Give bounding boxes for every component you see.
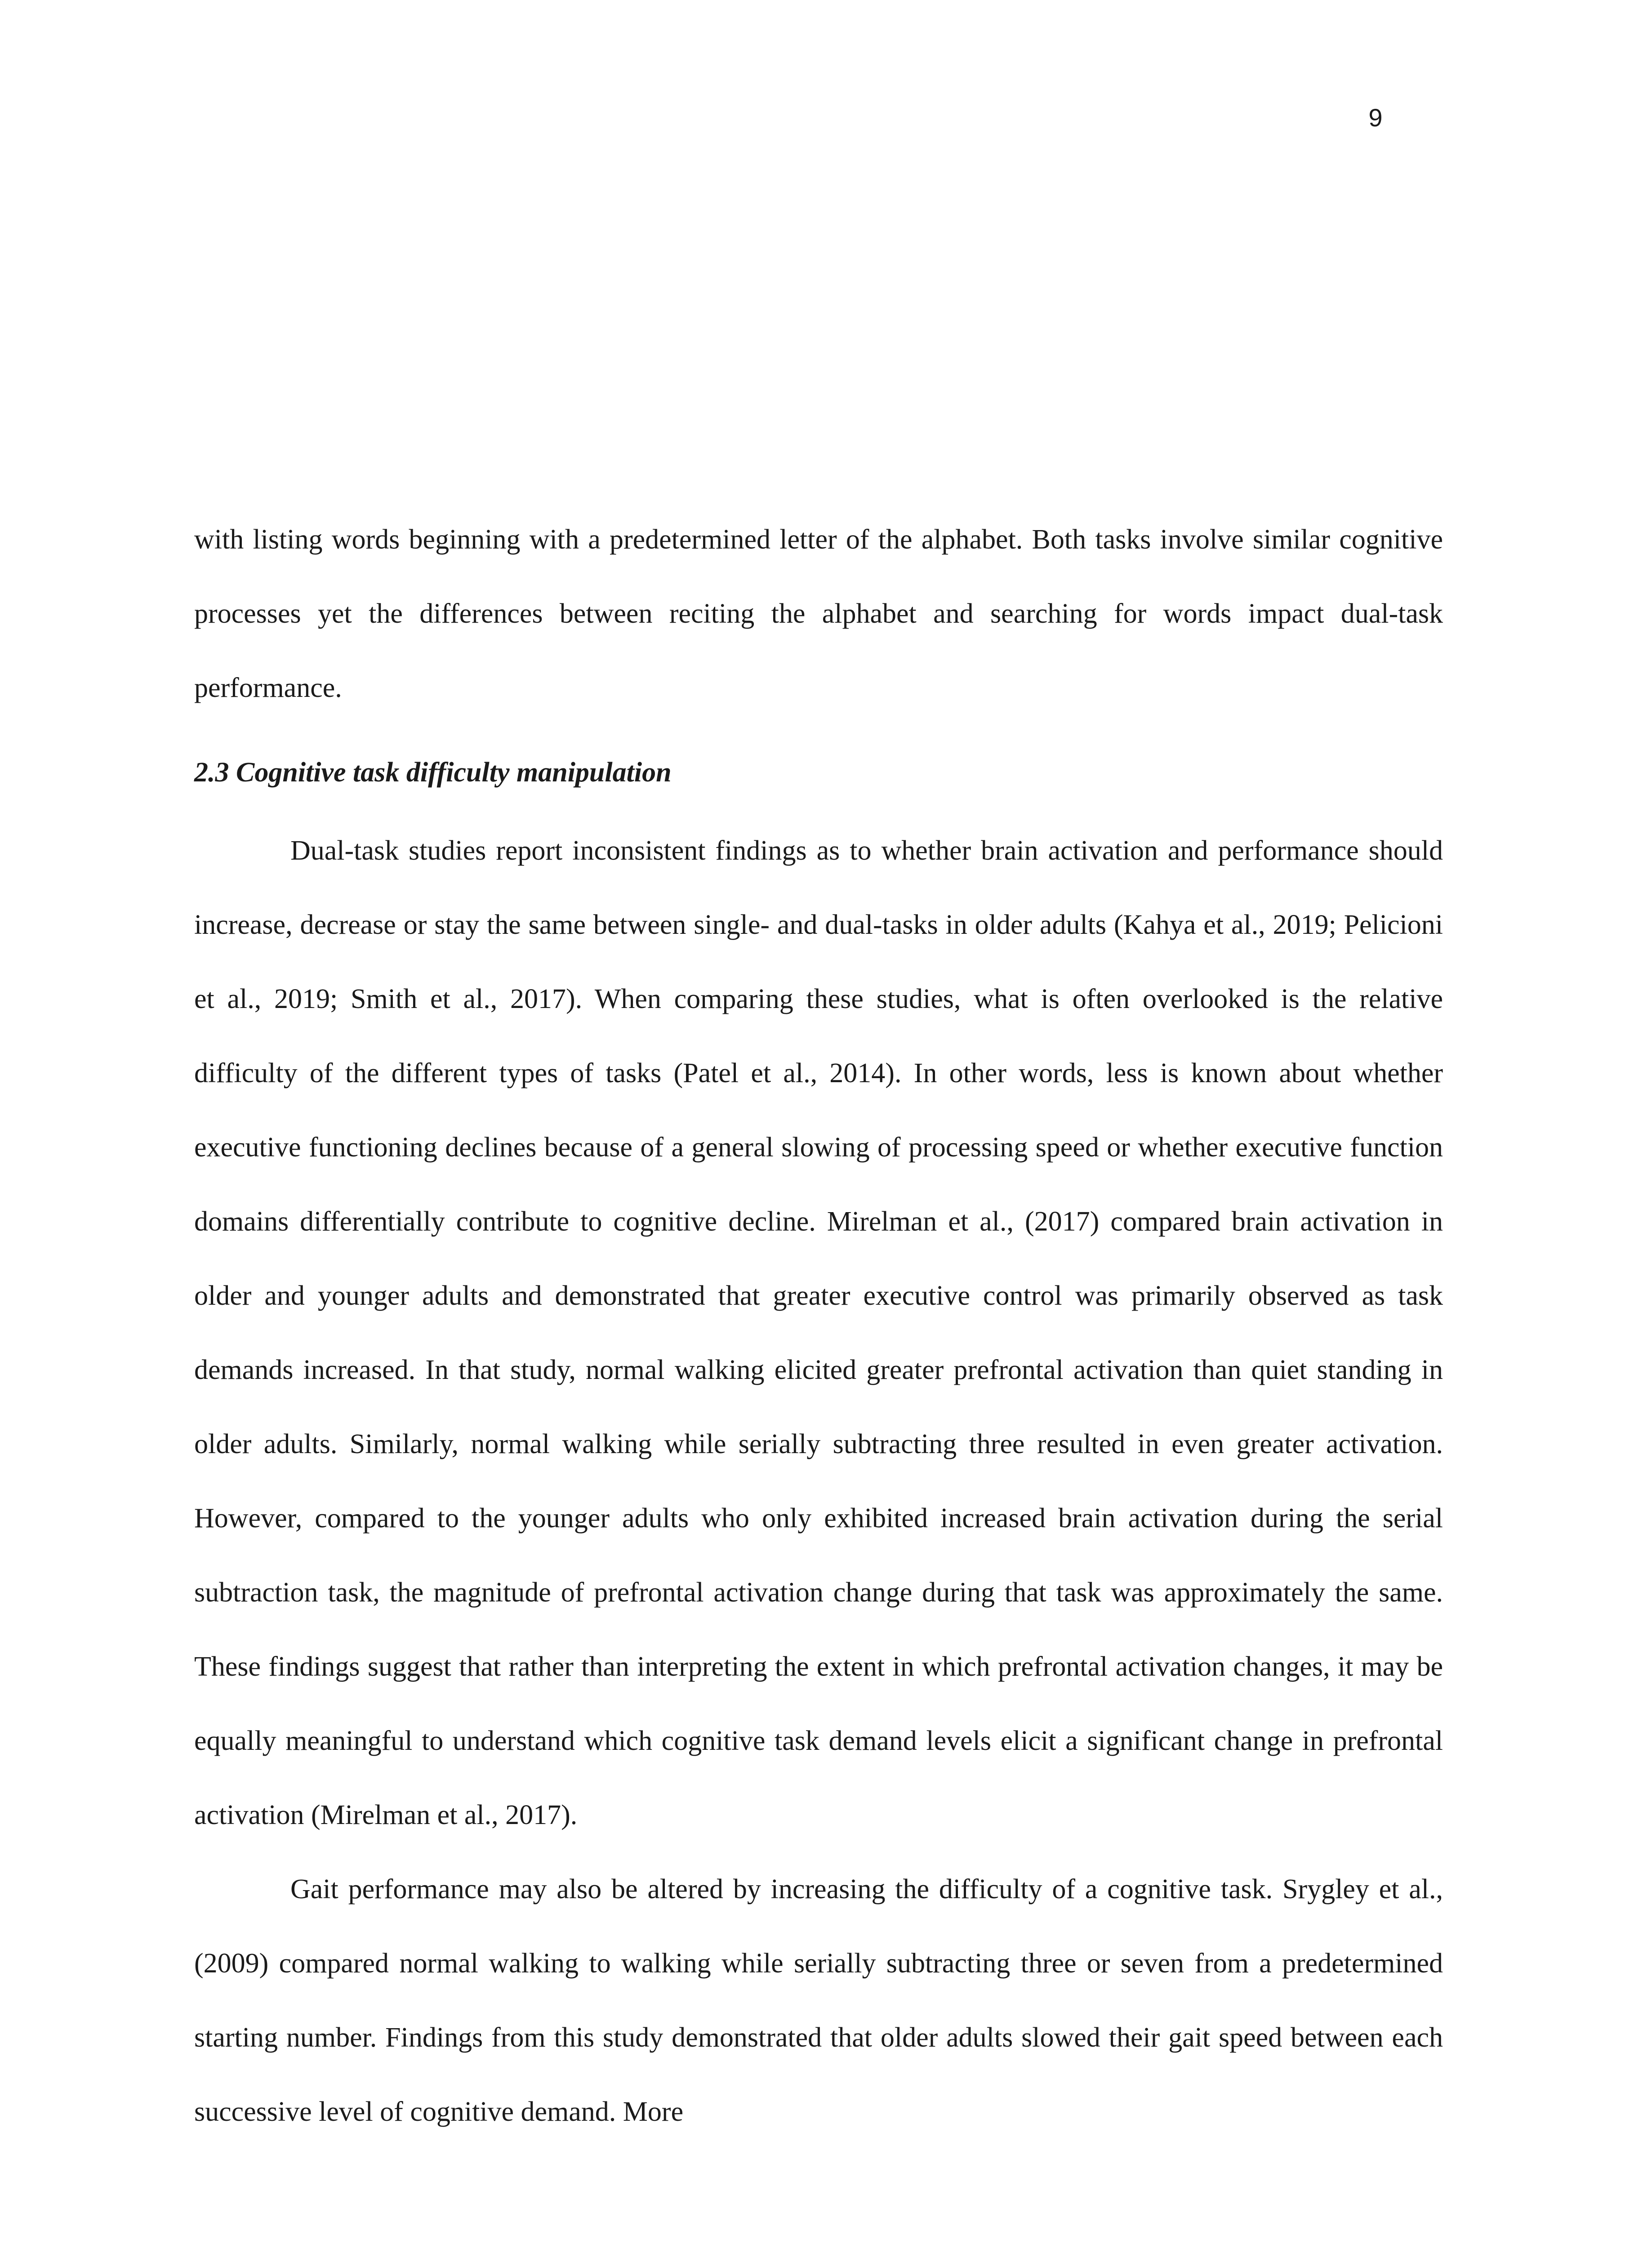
page-number: 9: [1368, 103, 1383, 132]
section-paragraph-2: Gait performance may also be altered by increasing the difficulty of a cognitive task. Srygley et al., (2009) compared normal walking to walking while serially subtracting three or seven from a predetermined starting number. Findings from this study demonstrated that older adults slowed their gait speed between each successive level of cognitive demand. More: [194, 1874, 1443, 2127]
section-paragraph-1: Dual-task studies report inconsistent findings as to whether brain activation and performance should increase, decrease or stay the same between single- and dual-tasks in older adults (Kahya et al., 2019; Pelicioni et al., 2019; Smith et al., 2017). When comparing these studies, what is often overlooked is the relative difficulty of the different types of tasks (Patel et al., 2014). In other words, less is known about whether executive functioning declines because of a general slowing of processing speed or whether executive function domains differentially contribute to cognitive decline. Mirelman et al., (2017) compared brain activation in older and younger adults and demonstrated that greater executive control was primarily observed as task demands increased. In that study, normal walking elicited greater prefrontal activation than quiet standing in older adults. Similarly, normal walking while serially subtracting three resulted in even greater activation. However, compared to the younger adults who only exhibited increased brain activation during the serial subtraction task, the magnitude of prefrontal activation change during that task was approximately the same. These findings suggest that rather than interpreting the extent in which prefrontal activation changes, it may be equally meaningful to understand which cognitive task demand levels elicit a significant change in prefrontal activation (Mirelman et al., 2017).: [194, 835, 1443, 1830]
continued-paragraph: with listing words beginning with a predetermined letter of the alphabet. Both tasks involve similar cognitive processes yet the differences between reciting the alphabet and searching for words impact dual-task performance.: [194, 524, 1443, 703]
section-body: [194, 814, 1443, 2149]
section-heading: 2.3 Cognitive task difficulty manipulation: [194, 757, 672, 788]
continued-paragraph-block: [194, 503, 1443, 725]
